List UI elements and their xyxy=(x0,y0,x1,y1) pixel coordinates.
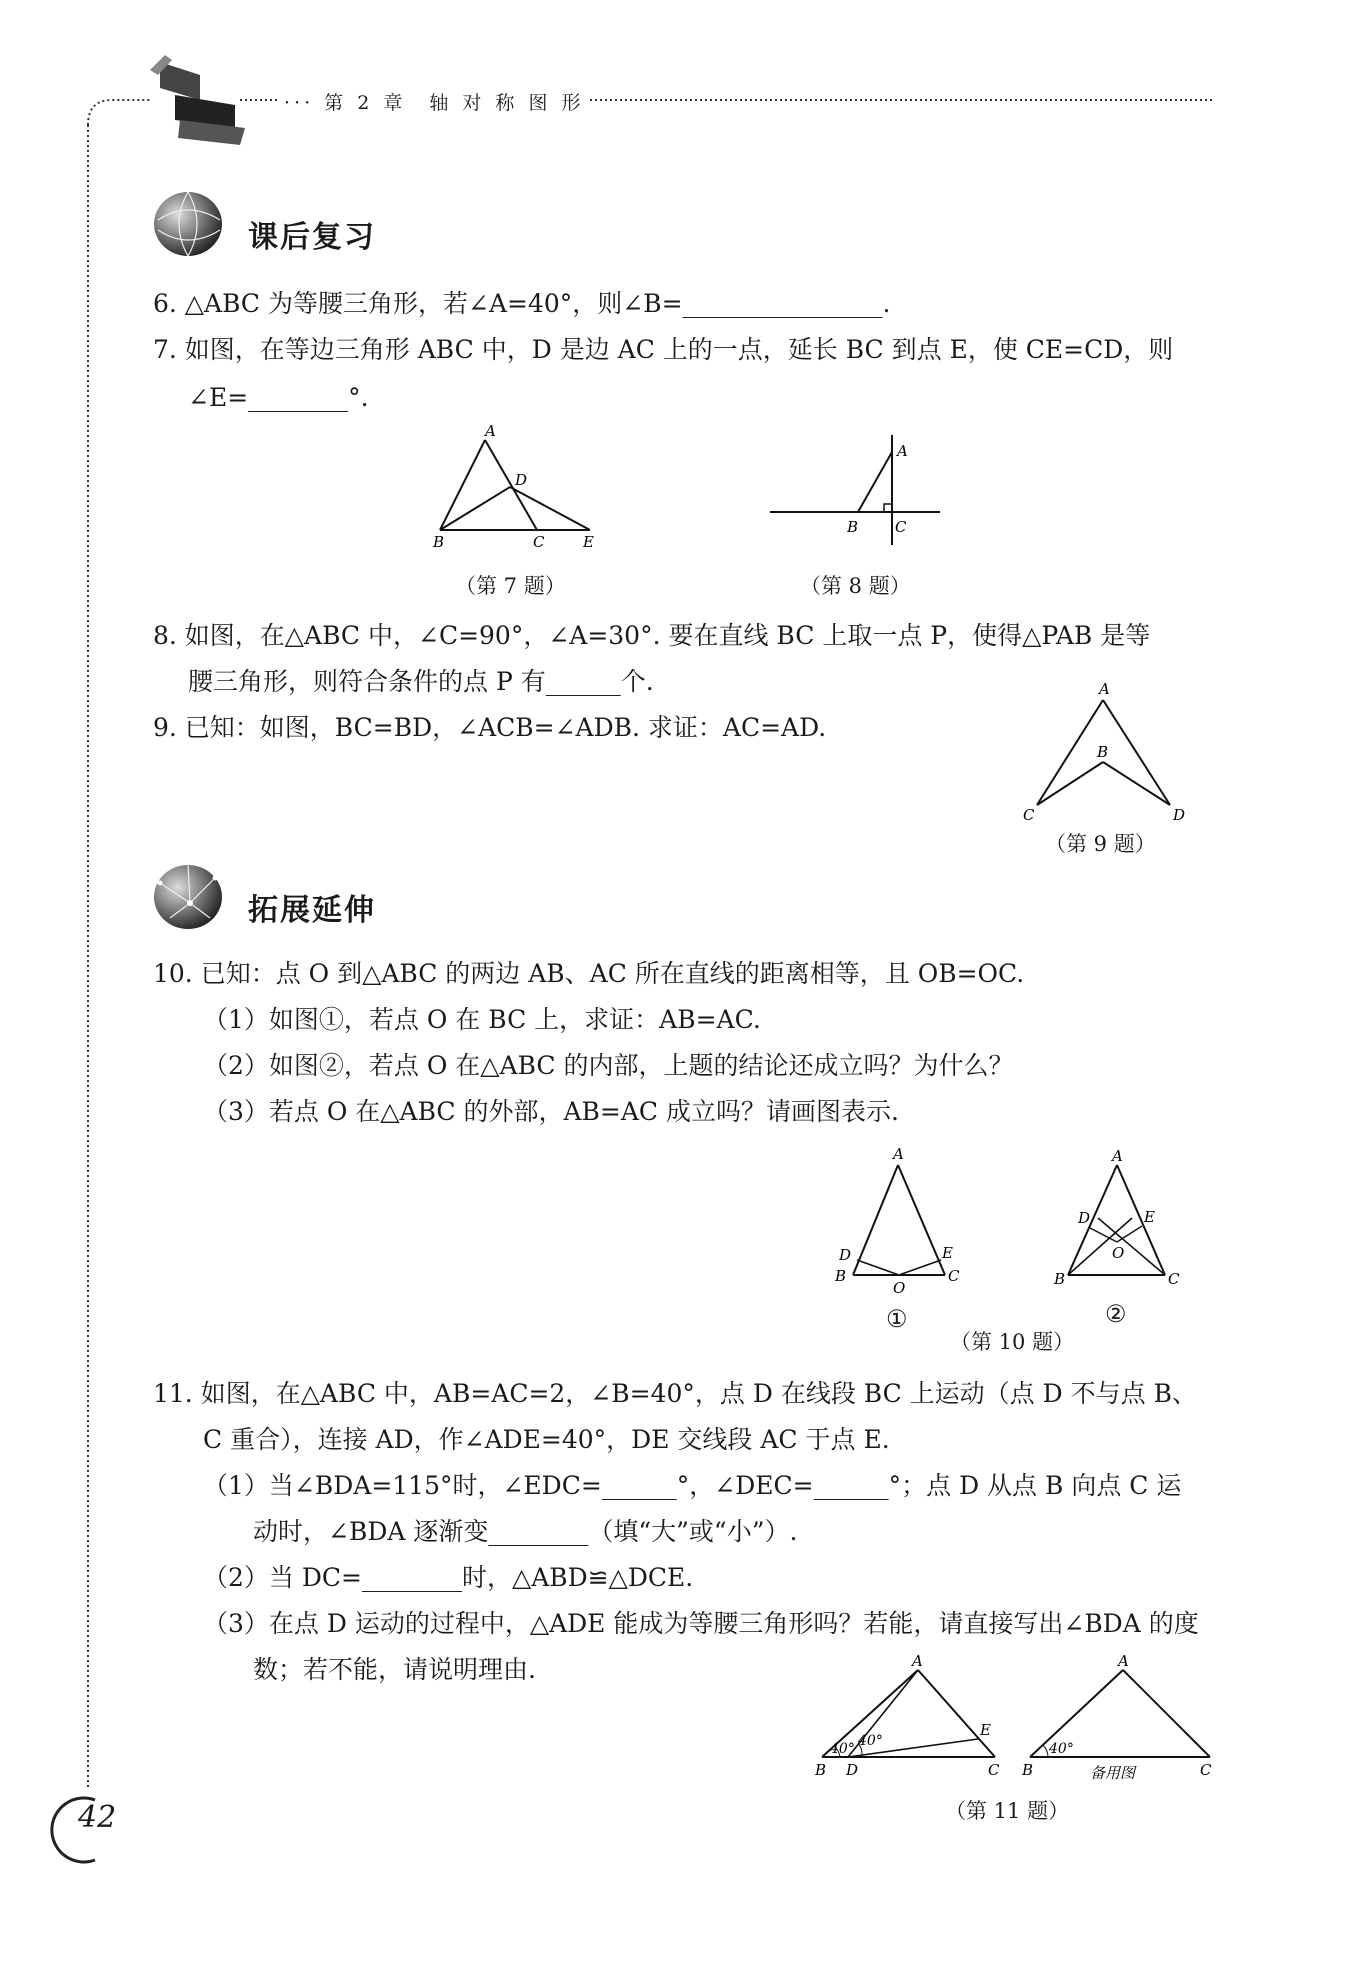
label-C: C xyxy=(948,1267,960,1285)
label-E: E xyxy=(583,533,594,551)
label-B: B xyxy=(847,518,859,536)
angle-label: 40° xyxy=(858,1733,883,1749)
label-D: D xyxy=(839,1246,852,1264)
question-8-line2: 腰三角形，则符合条件的点 P 有______个. xyxy=(188,667,654,696)
question-7-line1: 7. 如图，在等边三角形 ABC 中，D 是边 AC 上的一点，延长 BC 到点 E，使 CE=CD，则 xyxy=(153,335,1174,364)
caption-figure-8: （第 8 题） xyxy=(800,574,911,598)
label-C: C xyxy=(1200,1761,1212,1779)
chapter-header: ··· 第 2 章 轴 对 称 图 形 xyxy=(278,88,590,115)
label-D: D xyxy=(515,471,528,489)
label-B: B xyxy=(1054,1270,1066,1288)
question-11-line2: C 重合），连接 AD，作∠ADE=40°，DE 交线段 AC 于点 E. xyxy=(203,1425,890,1454)
label-C: C xyxy=(533,533,545,551)
caption-figure-9: （第 9 题） xyxy=(1045,832,1156,856)
label-A: A xyxy=(1099,680,1110,698)
spare-figure-label: 备用图 xyxy=(1090,1764,1136,1782)
globe-icon xyxy=(150,863,230,935)
globe-icon xyxy=(150,190,230,262)
label-C: C xyxy=(1168,1270,1180,1288)
label-B: B xyxy=(1022,1761,1034,1779)
section-title-review: 课后复习 xyxy=(248,220,376,255)
figure-9 xyxy=(1015,680,1195,830)
question-11-part1-line1: （1）当∠BDA=115°时，∠EDC=______°，∠DEC=______°；点 D 从点 B 向点 C 运 xyxy=(203,1471,1182,1500)
label-B: B xyxy=(1097,743,1109,761)
label-A: A xyxy=(912,1655,923,1670)
question-10-part3: （3）若点 O 在△ABC 的外部，AB=AC 成立吗？请画图表示. xyxy=(203,1097,899,1126)
label-E: E xyxy=(1144,1208,1155,1226)
label-D: D xyxy=(846,1761,859,1779)
question-10: 10. 已知：点 O 到△ABC 的两边 AB、AC 所在直线的距离相等，且 OB=OC. xyxy=(153,959,1025,988)
label-A: A xyxy=(1112,1150,1123,1165)
figure-11-spare xyxy=(1015,1655,1215,1785)
label-B: B xyxy=(815,1761,827,1779)
page-number: 42 xyxy=(78,1800,117,1835)
label-D: D xyxy=(1173,806,1186,824)
label-O: O xyxy=(1112,1244,1125,1262)
question-6: 6. △ABC 为等腰三角形，若∠A=40°，则∠B=________________. xyxy=(153,289,891,318)
section-title-extend: 拓展延伸 xyxy=(248,893,376,928)
question-10-part2: （2）如图②，若点 O 在△ABC 的内部，上题的结论还成立吗？为什么？ xyxy=(203,1051,1014,1080)
question-10-part1: （1）如图①，若点 O 在 BC 上，求证：AB=AC. xyxy=(203,1005,761,1034)
caption-figure-11: （第 11 题） xyxy=(945,1799,1070,1823)
label-E: E xyxy=(980,1721,991,1739)
label-A: A xyxy=(485,425,496,440)
label-A: A xyxy=(897,442,908,460)
question-11-part3-line1: （3）在点 D 运动的过程中，△ADE 能成为等腰三角形吗？若能，请直接写出∠BDA 的度 xyxy=(203,1609,1199,1638)
label-C: C xyxy=(988,1761,1000,1779)
figure-10-2 xyxy=(1050,1150,1185,1290)
question-7-line2: ∠E=________°. xyxy=(188,383,369,412)
question-11-part2: （2）当 DC=________时，△ABD≌△DCE. xyxy=(203,1563,694,1592)
figure-8 xyxy=(765,430,945,555)
book-stack-logo xyxy=(150,55,245,145)
label-B: B xyxy=(433,533,445,551)
caption-figure-10: （第 10 题） xyxy=(950,1330,1075,1354)
angle-label: 40° xyxy=(830,1741,855,1757)
label-D: D xyxy=(1078,1209,1091,1227)
label-A: A xyxy=(893,1145,904,1163)
label-O: O xyxy=(893,1279,906,1295)
label-C: C xyxy=(895,518,907,536)
label-A: A xyxy=(1118,1655,1129,1670)
figure-10-2-marker: ② xyxy=(1105,1300,1127,1328)
figure-10-1 xyxy=(835,1145,970,1295)
label-B: B xyxy=(835,1267,847,1285)
question-8-line1: 8. 如图，在△ABC 中，∠C=90°，∠A=30°. 要在直线 BC 上取一点 P，使得△PAB 是等 xyxy=(153,621,1151,650)
figure-7 xyxy=(425,425,605,555)
label-E: E xyxy=(942,1244,953,1262)
question-11-line1: 11. 如图，在△ABC 中，AB=AC=2，∠B=40°，点 D 在线段 BC 上运动（点 D 不与点 B、 xyxy=(153,1379,1197,1408)
question-11-part3-line2: 数；若不能，请说明理由. xyxy=(253,1655,536,1684)
caption-figure-7: （第 7 题） xyxy=(455,574,566,598)
figure-11 xyxy=(810,1655,1000,1780)
angle-label: 40° xyxy=(1049,1741,1074,1757)
figure-10-1-marker: ① xyxy=(886,1305,908,1333)
question-9: 9. 已知：如图，BC=BD，∠ACB=∠ADB. 求证：AC=AD. xyxy=(153,713,827,742)
question-11-part1-line2: 动时，∠BDA 逐渐变________（填“大”或“小”）. xyxy=(253,1517,798,1546)
label-C: C xyxy=(1023,806,1035,824)
